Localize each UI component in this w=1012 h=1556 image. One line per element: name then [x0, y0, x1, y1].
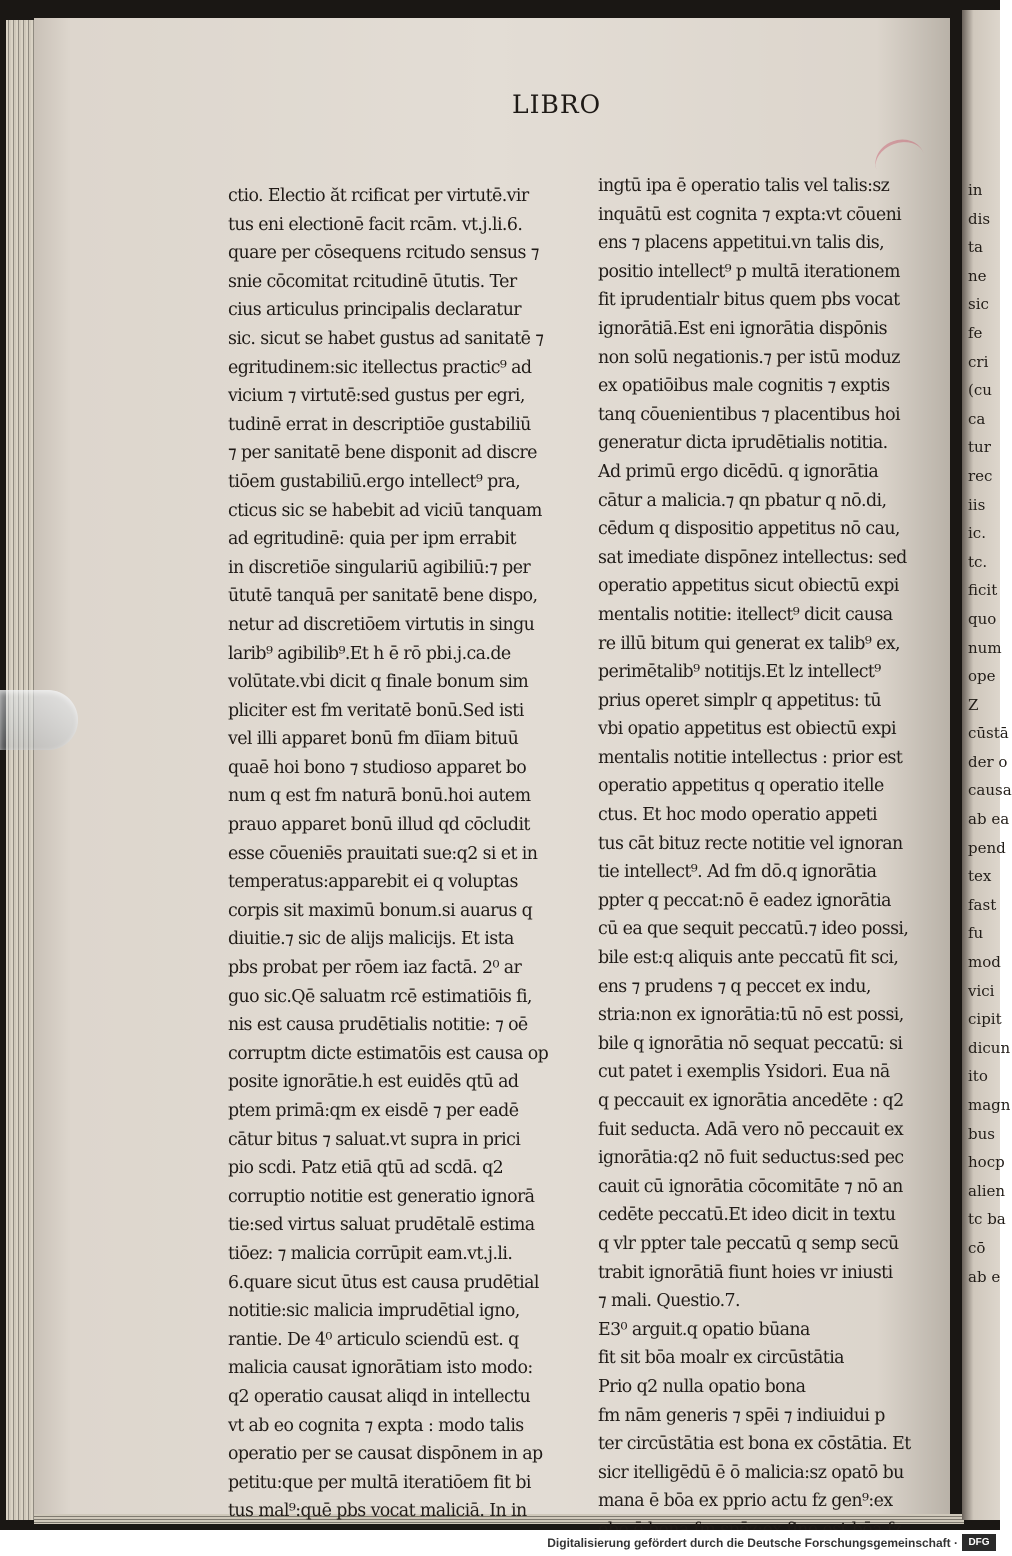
text-line: ctio. Electio ăt rcificat per virtutē.vir — [228, 186, 529, 206]
text-line: corpis sit maximū bonum.si auarus q — [228, 900, 533, 921]
facing-page-line: vici — [968, 981, 995, 1000]
facing-page-line: ca — [968, 409, 986, 428]
facing-page-line: fe — [968, 323, 983, 342]
facing-page-line: quo — [968, 609, 997, 628]
facing-page-line: ope — [968, 667, 996, 686]
facing-page-line: ab ea — [968, 810, 1010, 829]
text-line: notitie:sic malicia imprudētial igno, — [228, 1301, 520, 1322]
text-line: tus mal⁹:quē pbs vocat maliciā. In in — [228, 1501, 527, 1522]
facing-page-line: cō — [968, 1238, 986, 1257]
text-line: ad egritudinē: quia per ipm errabit — [228, 529, 516, 550]
text-line: nis est causa prudētialis notitie: ⁊ oē — [228, 1015, 528, 1036]
text-line: larib⁹ agibilib⁹.Et h ē rō pbi.j.ca.de — [228, 643, 511, 664]
text-line: tiōem gustabiliū.ergo intellect⁹ pra, — [228, 471, 521, 492]
facing-page-line: in — [968, 181, 983, 199]
text-line: operatio appetitus q operatio itelle — [598, 776, 884, 797]
text-line: guo sic.Qē saluatm rcē estimatiōis fi, — [228, 986, 532, 1007]
text-line: in discretiōe singulariū agibiliū:⁊ per — [228, 557, 531, 578]
text-line: posite ignorātie.h est euidēs qtū ad — [228, 1072, 519, 1093]
text-line: diuitie.⁊ sic de alijs malicijs. Et ista — [228, 929, 514, 950]
text-line: q vlr ppter tale peccatū q semp secū — [598, 1233, 899, 1254]
text-line: ūtutē tanquā per sanitatē bene dispo, — [228, 586, 538, 607]
text-line: tus eni electionē facit rcām. vt.j.li.6. — [228, 214, 523, 235]
text-line: fit iprudentialr bitus quem pbs vocat — [598, 290, 900, 311]
text-line: rantie. De 4⁰ articulo sciendū est. q — [228, 1329, 519, 1350]
text-line: non solū negationis.⁊ per istū moduz — [598, 347, 900, 368]
text-line: ens ⁊ placens appetitui.vn talis dis, — [598, 233, 885, 254]
text-line: malicia causat ignorātiam isto modo: — [228, 1358, 533, 1379]
text-line: num q est fm naturā bonū.hoi autem — [228, 786, 531, 807]
footer-bar — [0, 1530, 1000, 1556]
text-line: mana ē bōa ex pprio actu fz gen⁹:ex — [598, 1491, 893, 1512]
text-line: ptem primā:qm ex eisdē ⁊ per eadē — [228, 1101, 519, 1121]
text-line: Prio q2 nulla opatio bona — [598, 1376, 806, 1397]
text-line: vbi opatio appetitus est obiectū expi — [598, 719, 896, 740]
funding-credit: Digitalisierung gefördert durch die Deutsche Forschungsgemeinschaft · — [547, 1536, 958, 1550]
text-line: quaē hoi bono ⁊ studioso apparet bo — [228, 757, 527, 778]
text-column-right — [598, 172, 911, 1545]
facing-page-fragment — [962, 10, 1012, 1520]
text-line: cedēte peccatū.Et ideo dicit in textu — [598, 1205, 896, 1226]
facing-page-line: tc ba — [968, 1210, 1006, 1229]
text-column-left — [228, 182, 548, 1555]
text-line: re illū bitum qui generat ex talib⁹ ex, — [598, 633, 900, 654]
facing-page-line: fu — [968, 924, 984, 943]
text-line: bile est:q aliquis ante peccatū fit sci, — [598, 948, 899, 969]
text-line: quare per cōsequens rcitudo sensus ⁊ — [228, 243, 539, 264]
text-line: temperatus:apparebit ei q voluptas — [228, 872, 518, 893]
facing-page-line: hocp — [968, 1153, 1005, 1172]
text-line: q2 operatio causat aliqd in intellectu — [228, 1386, 531, 1407]
text-line: cātur a malicia.⁊ qn pbatur q nō.di, — [598, 490, 887, 511]
text-line: bile q ignorātia nō sequat peccatū: si — [598, 1033, 903, 1054]
text-line: ignorātia:q2 nō fuit seductus:sed pec — [598, 1148, 904, 1169]
running-head: LIBRO — [512, 90, 602, 119]
facing-page-line: ta — [968, 238, 983, 257]
text-line: tie intellect⁹. Ad fm dō.q ignorātia — [598, 862, 877, 883]
text-line: cius articulus principalis declaratur — [228, 300, 522, 321]
text-line: sicr itelligēdū ē ō malicia:sz opatō bu — [598, 1462, 904, 1483]
text-line: ens ⁊ prudens ⁊ q peccet ex indu, — [598, 976, 871, 997]
text-line: fit sit bōa moalr ex circūstātia — [598, 1348, 844, 1369]
text-line: sic. sicut se habet gustus ad sanitatē ⁊ — [228, 328, 544, 349]
text-line: netur ad discretiōem virtutis in singu — [228, 614, 535, 635]
text-line: operatio appetitus sicut obiectū expi — [598, 576, 899, 597]
facing-page-text — [962, 10, 1012, 1291]
text-line: pbs probat per rōem iaz factā. 2⁰ ar — [228, 958, 522, 979]
facing-page-line: der o — [968, 752, 1008, 771]
facing-page-line: tur — [968, 438, 991, 457]
text-line: tiōez: ⁊ malicia corrūpit eam.vt.j.li. — [228, 1243, 513, 1264]
text-line: perimētalib⁹ notitijs.Et lz intellect⁹ — [598, 662, 881, 683]
facing-page-line: alien — [968, 1181, 1006, 1200]
facing-page-line: ne — [968, 266, 987, 285]
text-line: mentalis notitie intellectus : prior est — [598, 747, 903, 768]
text-line: tus cāt bituz recte notitie vel ignoran — [598, 833, 903, 854]
text-line: pliciter est fm veritatē bonū.Sed isti — [228, 700, 524, 721]
facing-page-line: tex — [968, 867, 992, 886]
text-line: cātur bitus ⁊ saluat.vt supra in prici — [228, 1129, 521, 1150]
facing-page-line: dicun — [968, 1038, 1011, 1057]
text-line: ⁊ mali. Questio.7. — [598, 1291, 740, 1312]
facing-page-line: Z — [968, 695, 979, 714]
text-line: trabit ignorātiā fiunt hoies vr iniusti — [598, 1262, 893, 1283]
text-line: stria:non ex ignorātia:tū nō est possi, — [598, 1005, 904, 1026]
facing-page-line: tc. — [968, 552, 988, 571]
facing-page-line: ab e — [968, 1267, 1001, 1286]
text-line: cū ea que sequit peccatū.⁊ ideo possi, — [598, 919, 909, 940]
facing-page-line: ic. — [968, 524, 986, 543]
facing-page-line: rec — [968, 466, 993, 485]
text-line: sat imediate dispōnez intellectus: sed — [598, 547, 907, 568]
facing-page-line: fast — [968, 895, 997, 914]
text-line: tudinē errat in descriptiōe gustabiliū — [228, 414, 531, 435]
text-line: q peccauit ex ignorātia ancedēte : q2 — [598, 1091, 904, 1111]
text-line: corruptm dicte estimatōis est causa op — [228, 1043, 549, 1064]
text-line: ctus. Et hoc modo operatio appeti — [598, 805, 877, 826]
text-line: vicium ⁊ virtutē:sed gustus per egri, — [228, 386, 525, 407]
facing-page-line: causa — [968, 781, 1012, 800]
text-line: cticus sic se habebit ad viciū tanquam — [228, 500, 542, 521]
text-line: snie cōcomitat rcitudinē ūtutis. Ter — [228, 271, 517, 292]
text-line: cauit cū ignorātia cōcomitāte ⁊ nō an — [598, 1176, 903, 1197]
text-line: ignorātiā.Est eni ignorātia dispōnis — [598, 318, 888, 339]
text-line: prius operet simplr q appetitus: tū — [598, 690, 882, 711]
text-line: egritudinem:sic itellectus practic⁹ ad — [228, 357, 532, 378]
text-line: ex opatiōibus male cognitis ⁊ exptis — [598, 376, 890, 397]
text-line: E3⁰ arguit.q opatio būana — [598, 1319, 810, 1340]
facing-page-line: cipit — [968, 1010, 1002, 1029]
facing-page-line: (cu — [968, 381, 992, 400]
text-line: volūtate.vbi dicit q finale bonum sim — [228, 672, 529, 693]
text-line: 6.quare sicut ūtus est causa prudētial — [228, 1272, 539, 1293]
text-line: corruptio notitie est generatio ignorā — [228, 1186, 535, 1207]
page-clip — [0, 690, 78, 750]
facing-page-line: sic — [968, 295, 989, 314]
text-line: inquātū est cognita ⁊ expta:vt cōueni — [598, 204, 902, 225]
book-page-edges-left — [6, 20, 36, 1520]
text-line: operatio per se causat dispōnem in ap — [228, 1444, 543, 1465]
text-line: ⁊ per sanitatē bene disponit ad discre — [228, 443, 537, 464]
text-line: ter circūstātia est bona ex cōstātia. Et — [598, 1434, 911, 1455]
text-line: prauo apparet bonū illud qd cōcludit — [228, 815, 530, 836]
facing-page-line: iis — [968, 495, 986, 514]
text-line: ppter q peccat:nō ē eadez ignorātia — [598, 890, 891, 911]
text-line: cut patet i exemplis Ysidori. Eua nā — [598, 1062, 890, 1083]
text-line: generatur dicta iprudētialis notitia. — [598, 433, 888, 454]
facing-page-line: cri — [968, 352, 989, 371]
text-line: tie:sed virtus saluat prudētalē estima — [228, 1215, 535, 1236]
dfg-logo: DFG — [962, 1534, 996, 1551]
facing-page-line: cūstā — [968, 724, 1009, 743]
text-line: ingtū ipa ē operatio talis vel talis:sz — [598, 176, 890, 196]
text-line: petitu:que per multā iteratiōem fit bi — [228, 1472, 531, 1493]
facing-page-line: dis — [968, 209, 991, 228]
facing-page-line: mod — [968, 953, 1001, 972]
text-line: mentalis notitie: itellect⁹ dicit causa — [598, 604, 893, 625]
facing-page-line: bus — [968, 1124, 995, 1143]
text-line: fm nām generis ⁊ spēi ⁊ indiuidui p — [598, 1405, 885, 1426]
text-line: tanq cōuenientibus ⁊ placentibus hoi — [598, 404, 900, 425]
text-line: positio intellect⁹ p multā iterationem — [598, 261, 900, 282]
text-line: esse cōueniēs prauitati sue:q2 si et in — [228, 843, 538, 864]
text-line: fuit seducta. Adā vero nō peccauit ex — [598, 1119, 904, 1140]
facing-page-line: pend — [968, 838, 1006, 857]
text-line: Ad primū ergo dicēdū. q ignorātia — [598, 461, 879, 482]
facing-page-line: magn — [968, 1096, 1011, 1114]
text-line: cēdum q dispositio appetitus nō cau, — [598, 519, 900, 540]
facing-page-line: ito — [968, 1067, 988, 1086]
facing-page-line: num — [968, 638, 1002, 657]
text-line: vt ab eo cognita ⁊ expta : modo talis — [228, 1415, 524, 1436]
facing-page-line: ficit — [968, 581, 998, 600]
text-line: vel illi apparet bonū fm dīiam bituū — [228, 729, 519, 750]
text-line: pio scdi. Patz etiā qtū ad scdā. q2 — [228, 1158, 504, 1179]
